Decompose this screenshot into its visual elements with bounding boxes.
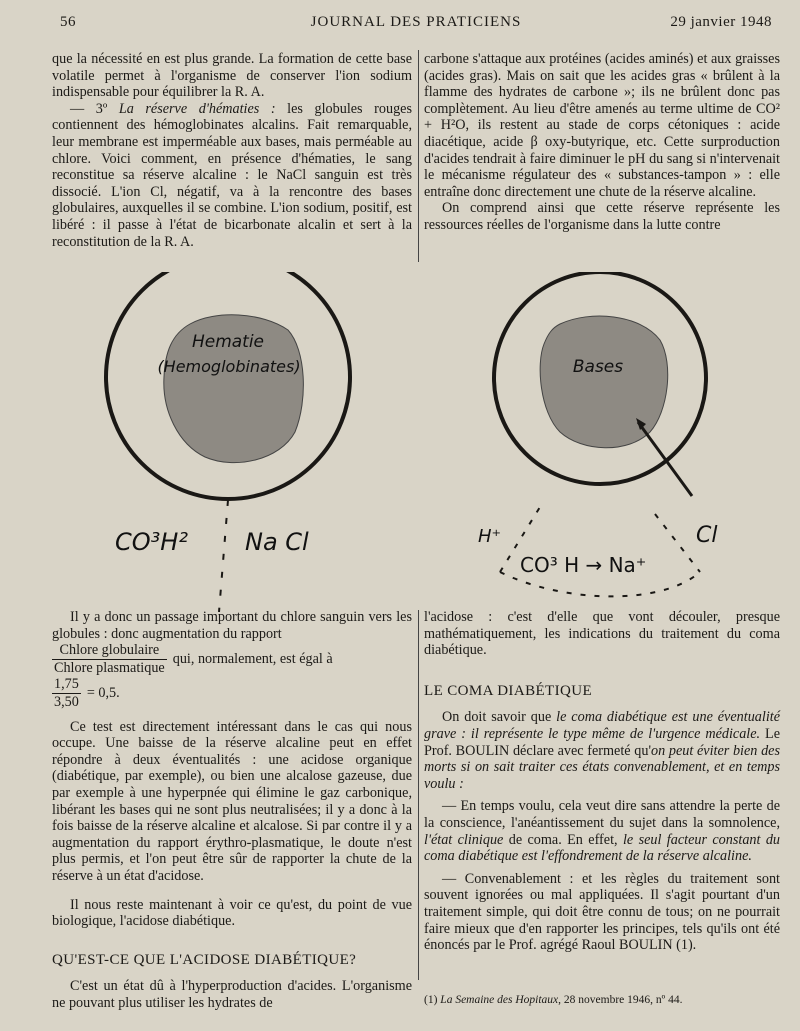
section-title-coma: LE COMA DIABÉTIQUE [424, 682, 593, 699]
left-column-bottom [52, 609, 412, 1011]
italic-run: l'état clinique [424, 831, 504, 848]
chloride-ion-label: Cl [696, 523, 718, 548]
italic-run: on peut éviter bien des morts si on sait traiter ces états convenablement, et en temps voulu : [424, 742, 780, 792]
value-numerator: 1,75 [54, 676, 79, 693]
ratio-fraction [52, 642, 167, 676]
column-divider-top [418, 50, 419, 262]
text-run: — En temps voulu, cela veut dire sans attendre la perte de la conscience, l'anéantissement du sujet dans la somnolence, [424, 798, 780, 831]
text-run: de coma. En effet, [503, 831, 623, 848]
italic-run: le coma diabétique est une éventualité grave : il représente le type même de l'urgence médicale. [424, 709, 780, 742]
right-column-top [424, 51, 780, 234]
paragraph: Ce test est directement intéressant dans le cas qui nous occupe. Une baisse de la réserve alcaline peut en effet répondre à deux éventualités : une acidose organique (diabétique, par exemple), ou bien une alcalose gazeuse, due par exemple à une hyperpnée qui élimine le gaz carbonique, libérant les bases qui ne sont plus neutralisées; il y a donc à la fois baisse de la réserve alcaline et alcalose. Si par contre il y a augmentation du rapport érythro-plasmatique, le doute n'est plus permis, et l'on peut être sûr de rapporter la chute de la réserve à un état d'acidose. [52, 718, 412, 884]
paragraph-italic-heading: La réserve d'hématies : [118, 100, 276, 117]
sodium-chloride-label: Na Cl [245, 528, 309, 556]
paragraph: — Convenablement : et les règles du traitement sont souvent ignorées ou mal appliquées. Il s'agit pourtant d'un traitement simple, qui doit être connu de tous; on ne pourrait faire mieux que d'en rapporter les principes, tels qu'ils ont été énoncés par le Prof. agrégé Raoul BOULIN (1). [424, 870, 780, 954]
footnote [424, 994, 780, 1006]
paragraph: On comprend ainsi que cette réserve représente les ressources réelles de l'organisme dans la lutte contre [424, 200, 780, 233]
ratio-text: qui, normalement, est égal à [172, 650, 333, 667]
text-run: On doit savoir que [442, 709, 557, 726]
hematie-diagram [106, 272, 350, 612]
page-number: 56 [60, 14, 76, 30]
footnote-marker: (1) [424, 994, 441, 1006]
ratio-denominator: Chlore plasmatique [54, 659, 165, 676]
paragraph: l'acidose : c'est d'elle que vont découler, presque mathématiquement, les indications du traitement du coma diabétique. [424, 609, 780, 659]
journal-title: JOURNAL DES PRATICIENS [310, 14, 522, 30]
footnote-source: La Semaine des Hopitaux [440, 994, 559, 1006]
figure-diagram [0, 272, 800, 612]
issue-date: 29 janvier 1948 [670, 14, 772, 30]
bicarbonate-reaction: CO³ H → Na⁺ [520, 553, 647, 577]
paragraph-coma [424, 709, 780, 792]
page-header [60, 14, 772, 36]
hematie-label: Hematie [191, 332, 265, 352]
dashed-separator [219, 500, 228, 612]
ratio-value-formula [52, 676, 412, 710]
paragraph-temps-voulu [424, 798, 780, 864]
dashed-boundary [500, 507, 700, 596]
bases-core [540, 316, 668, 448]
hemoglobinates-label: (Hemoglobinates) [157, 357, 301, 376]
bicarbonate-formula: CO³H² [115, 528, 188, 556]
paragraph-hematies [52, 101, 412, 250]
italic-run: le seul facteur constant du coma diabétique est l'effondrement de la réserve alcaline. [424, 831, 781, 865]
arrow-shaft [638, 422, 692, 496]
left-column-top [52, 51, 412, 250]
bases-label: Bases [572, 357, 624, 377]
section-title-acidose: QU'EST-CE QUE L'ACIDOSE DIABÉTIQUE? [52, 951, 357, 968]
paragraph: Il nous reste maintenant à voir ce qu'est, du point de vue biologique, l'acidose diabétique. [52, 896, 412, 930]
hydrogen-ion-label: H⁺ [478, 526, 502, 547]
ratio-numerator: Chlore globulaire [52, 642, 167, 660]
text-run: Le Prof. BOULIN déclare avec fermeté qu' [424, 725, 780, 759]
value-fraction [52, 676, 81, 710]
footnote-details: , 28 novembre 1946, nº 44. [558, 994, 683, 1006]
paragraph: carbone s'attaque aux protéines (acides aminés) et aux graisses (acides gras). Mais on sait que les acides gras « brûlent à la flamme des hydrates de carbone »; ils ne brûlent donc pas complètement. Au lieu d'être amenés au terme ultime de CO² + H²O, ils restent au stade de corps cétoniques : acide diacétique, acide β oxy-butyrique, etc. Cette surproduction d'acides tendrait à faire diminuer le pH du sang si n'intervenait le mécanisme régulateur des « substances-tampon » : elle entraîne donc directement une chute de la réserve alcaline. [424, 51, 780, 200]
right-column-bottom [424, 609, 780, 954]
ratio-formula [52, 642, 412, 676]
value-denominator: 3,50 [54, 693, 79, 710]
ratio-result: = 0,5. [86, 685, 120, 702]
paragraph: Il y a donc un passage important du chlore sanguin vers les globules : donc augmentation du rapport [52, 609, 412, 642]
paragraph-body: les globules rouges contiennent des hémoglobinates alcalins. Fait remarquable, leur membrane est imperméable aux bases, mais perméable au chlore. Voici comment, en présence d'hématies, le sang reconstitue sa réserve alcaline : le NaCl sanguin est très dissocié. L'ion Cl, négatif, va à la rencontre des bases globulaires, auxquelles il se combine. L'ion sodium, positif, est libéré : il passe à l'état de bicarbonate alcalin et sert à la reconstitution de la R. A. [52, 100, 412, 250]
paragraph: C'est un état dû à l'hyperproduction d'acides. L'organisme ne pouvant plus utiliser les hydrates de [52, 978, 412, 1011]
column-divider-bottom [418, 610, 419, 980]
paragraph-lead: — 3º [70, 100, 119, 117]
bases-diagram [478, 272, 717, 596]
paragraph: que la nécessité en est plus grande. La formation de cette base volatile permet à l'organisme de conserver l'ion sodium indispensable pour équilibrer la R. A. [52, 51, 412, 101]
